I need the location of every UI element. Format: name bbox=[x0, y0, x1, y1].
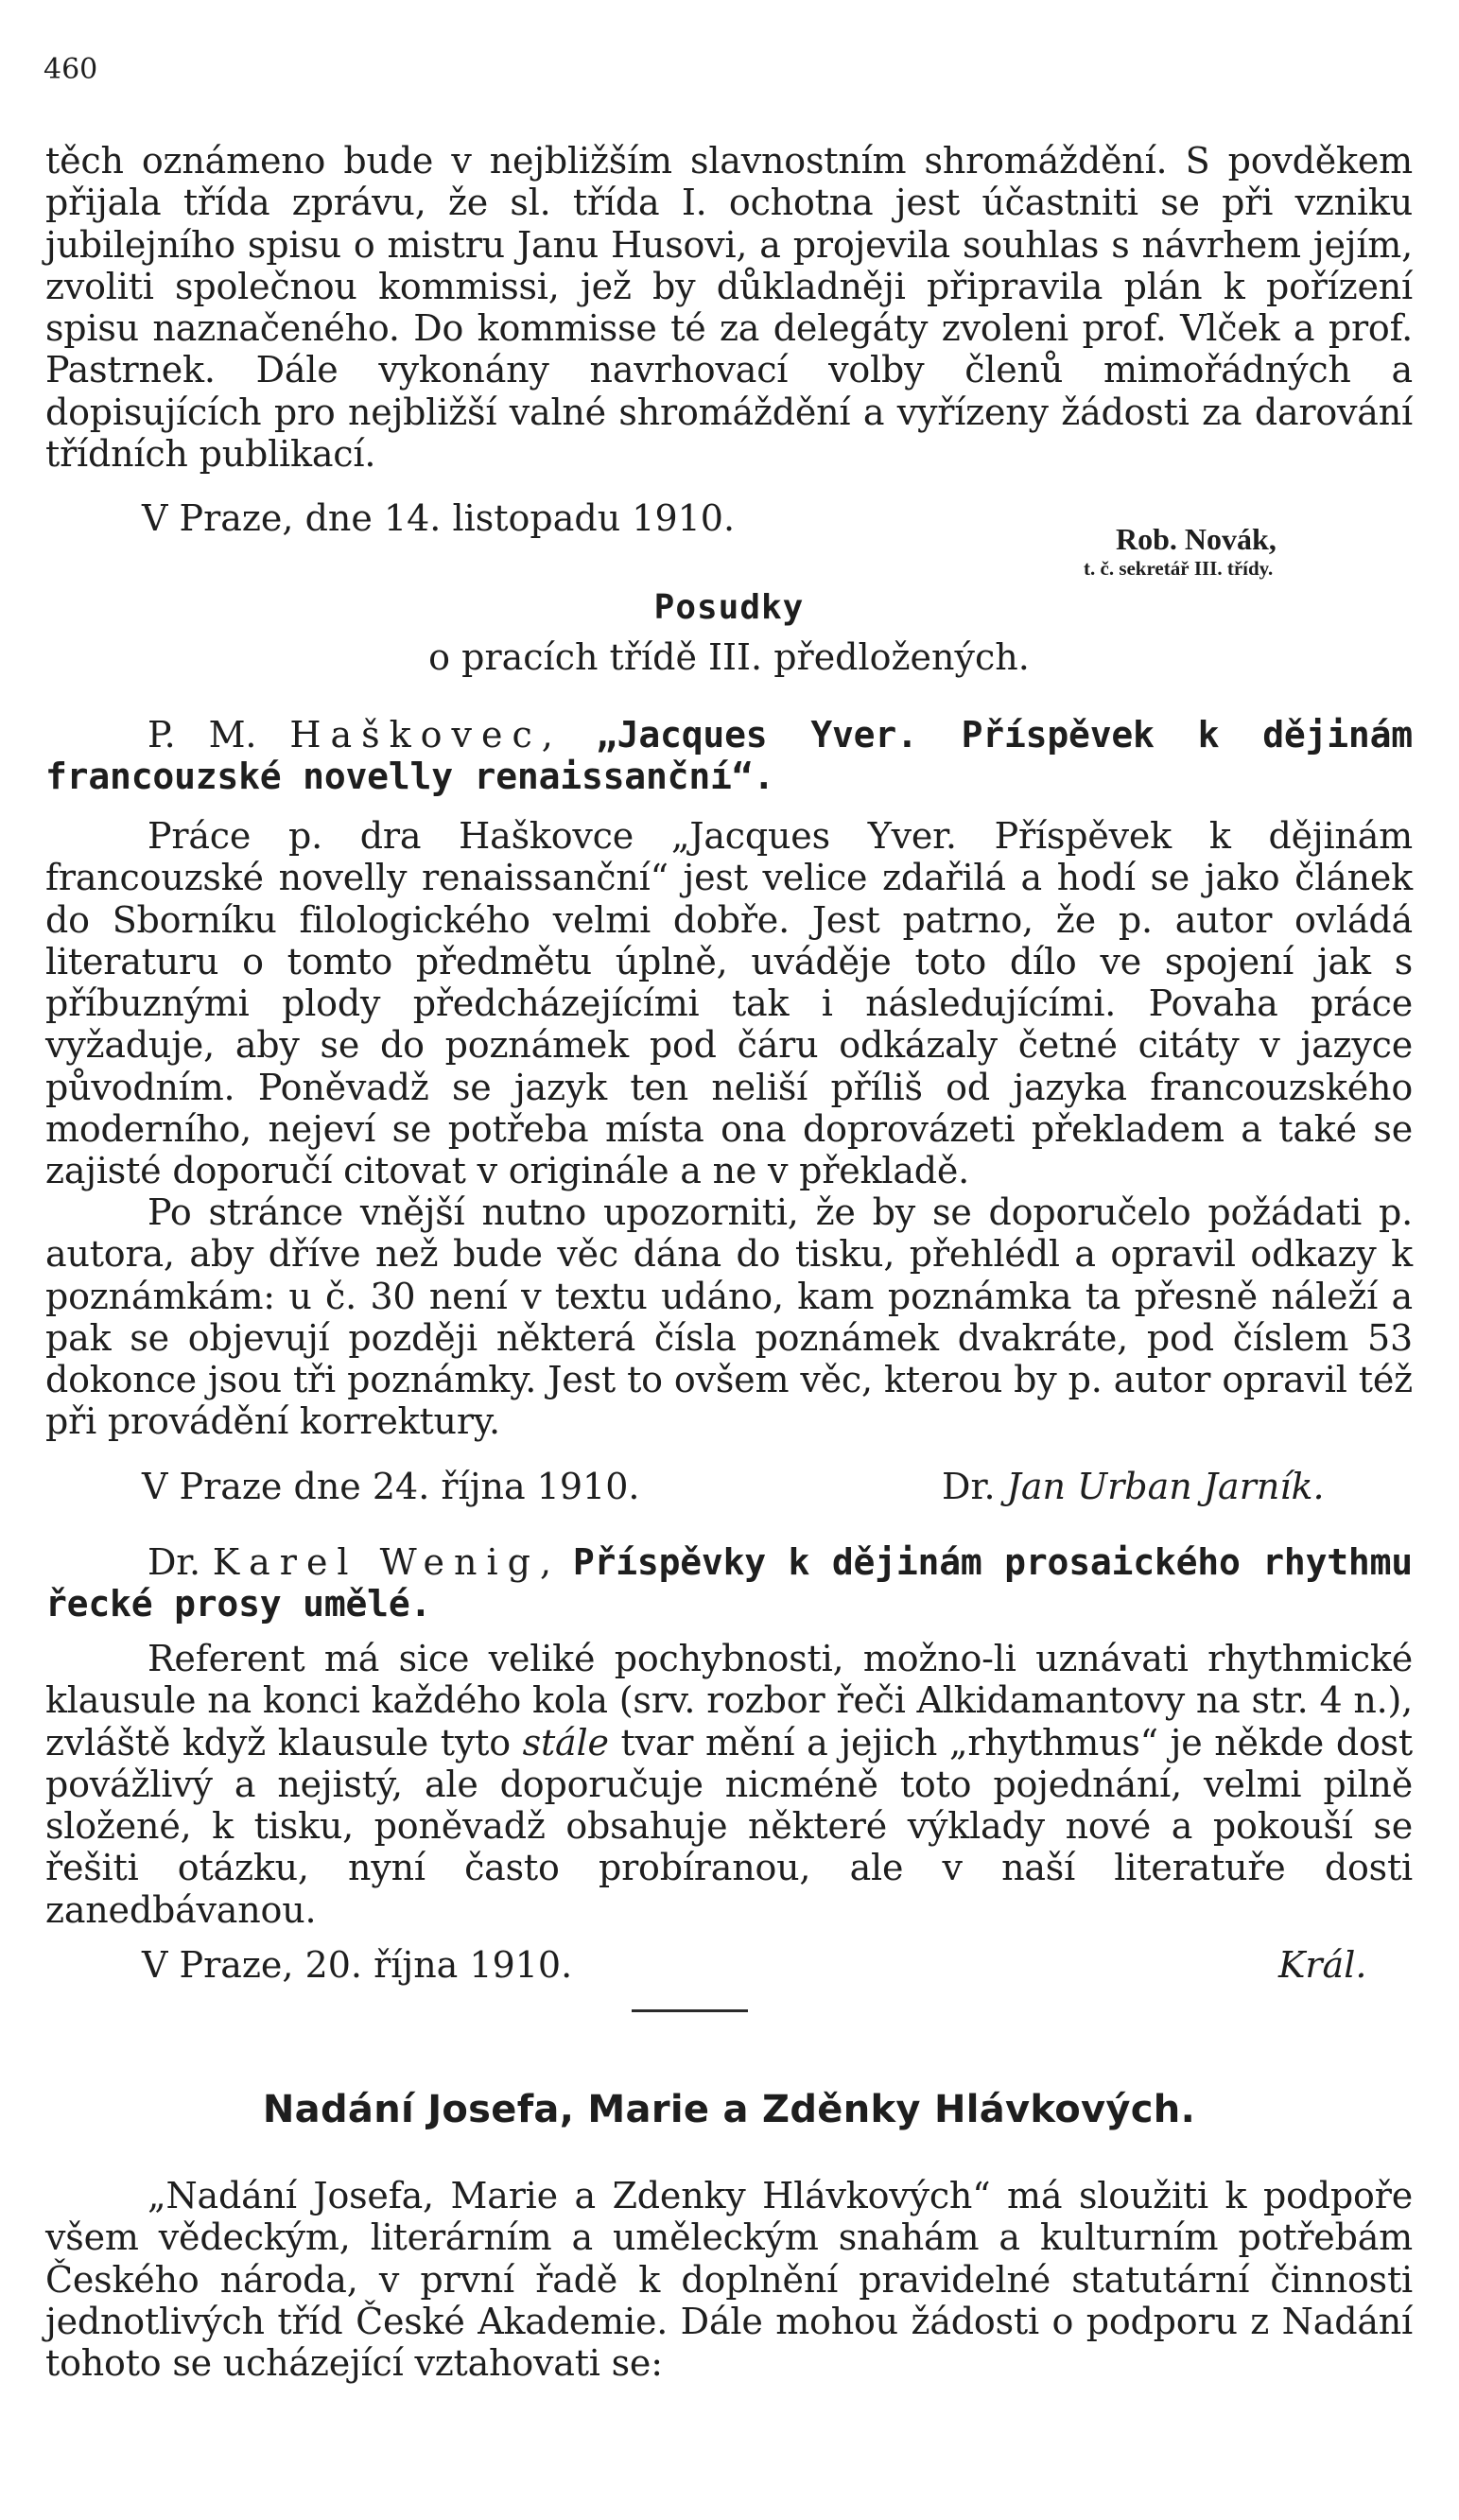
section-paragraph: „Nadání Josefa, Marie a Zdenky Hlávkových“ má sloužiti k podpoře všem vědeckým, literárním a uměleckým snahám a kulturním potřebám Českého národa, v první řadě k doplnění pravidelné statutární činnosti jednotlivých tříd České Akademie. Dále mohou žádosti o podporu z Nadání tohoto se ucházející vztahovati se: bbox=[45, 2175, 1413, 2385]
review1-signature-name: Jan Urban Jarník. bbox=[1006, 1466, 1325, 1507]
review1-date: V Praze dne 24. října 1910. bbox=[142, 1466, 640, 1507]
intro-signature-title: t. č. sekretář III. třídy. bbox=[1084, 557, 1274, 580]
review2-paragraph-part2: tvar mění a jejich „rhythmus“ je někde dost povážlivý a nejistý, ale doporučuje nicméně toto pojednání, velmi pilně složené, k tisku, poněvadž obsahuje některé výklady nové a pokouší se řešiti otázku, nyní často probíranou, ale v naší literatuře dosti zanedbávanou. bbox=[45, 1721, 1413, 1931]
section-divider bbox=[632, 2009, 748, 2012]
review2-paragraph-italic: stále bbox=[522, 1721, 609, 1764]
intro-date: V Praze, dne 14. listopadu 1910. bbox=[142, 497, 736, 539]
review2-paragraph bbox=[45, 1638, 1413, 1931]
review1-author-prefix: P. M. bbox=[148, 714, 257, 756]
review2-author-prefix: Dr. bbox=[148, 1541, 200, 1583]
review1-title: „Jacques Yver. Příspěvek k dějinám francouzské novelly renaissanční“. bbox=[45, 714, 1413, 798]
review1-signature-prefix: Dr. bbox=[942, 1466, 996, 1507]
intro-signature-name: Rob. Novák, bbox=[1116, 522, 1277, 556]
review1-paragraph1: Práce p. dra Haškovce „Jacques Yver. Příspěvek k dějinám francouzské novelly renaissanční“ jest velice zdařilá a hodí se jako článek do Sborníku filologického velmi dobře. Jest patrno, že p. autor ovládá literaturu o tomto předmětu úplně, uváděje toto dílo ve spojení jak s příbuznými plody předcházejícími tak i následujícími. Povaha práce vyžaduje, aby se do poznámek pod čáru odkázaly četné citáty v jazyce původním. Poněvadž se jazyk ten neliší příliš od jazyka francouzského moderního, nejeví se potřeba místa ona doprovázeti překladem a také se zajisté doporučí citovat v originále a ne v překladě. bbox=[45, 815, 1413, 1192]
posudky-subheading: o pracích třídě III. předložených. bbox=[428, 636, 1030, 678]
review1-signature bbox=[942, 1466, 1325, 1507]
review2-date: V Praze, 20. října 1910. bbox=[142, 1944, 573, 1986]
review2-author-name: Karel Wenig, bbox=[212, 1541, 562, 1583]
intro-paragraph: těch oznámeno bude v nejbližším slavnostním shromáždění. S povděkem přijala třída zprávu, že sl. třída I. ochotna jest účastniti se při vzniku jubilejního spisu o mistru Janu Husovi, a projevila souhlas s návrhem jejím, zvoliti společnou kommissi, jež by důkladněji připravila plán k pořízení spisu naznačeného. Do kommisse té za delegáty zvoleni prof. Vlček a prof. Pastrnek. Dále vykonány navrhovací volby členů mimořádných a dopisujících pro nejbližší valné shromáždění a vyřízeny žádosti za darování třídních publikací. bbox=[45, 140, 1413, 476]
review2-signature: Král. bbox=[1278, 1944, 1367, 1986]
review1-header bbox=[45, 714, 1413, 798]
review1-paragraph2: Po stránce vnější nutno upozorniti, že by se doporučelo požádati p. autora, aby dříve než bude věc dána do tisku, přehlédl a opravil odkazy k poznámkám: u č. 30 není v textu udáno, kam poznámka ta přesně náleží a pak se objevují později některá čísla poznámek dvakráte, pod číslem 53 dokonce jsou tři poznámky. Jest to ovšem věc, kterou by p. autor opravil též při provádění korrektury. bbox=[45, 1191, 1413, 1443]
section-title: Nadání Josefa, Marie a Zděnky Hlávkových. bbox=[262, 2088, 1196, 2131]
review2-paragraph-part1: Referent má sice veliké pochybnosti, možno-li uznávati rhythmické klausule na konci každého kola (srv. rozbor řeči Alkidamantovy na str. 4 n.), zvláště když klausule tyto bbox=[45, 1638, 1413, 1764]
review2-title: Příspěvky k dějinám prosaického rhythmu řecké prosy umělé. bbox=[45, 1541, 1413, 1625]
review1-author-name: Haškovec, bbox=[289, 714, 563, 756]
review2-header bbox=[45, 1541, 1413, 1625]
posudky-heading: Posudky bbox=[653, 588, 805, 627]
page-number: 460 bbox=[43, 53, 98, 86]
